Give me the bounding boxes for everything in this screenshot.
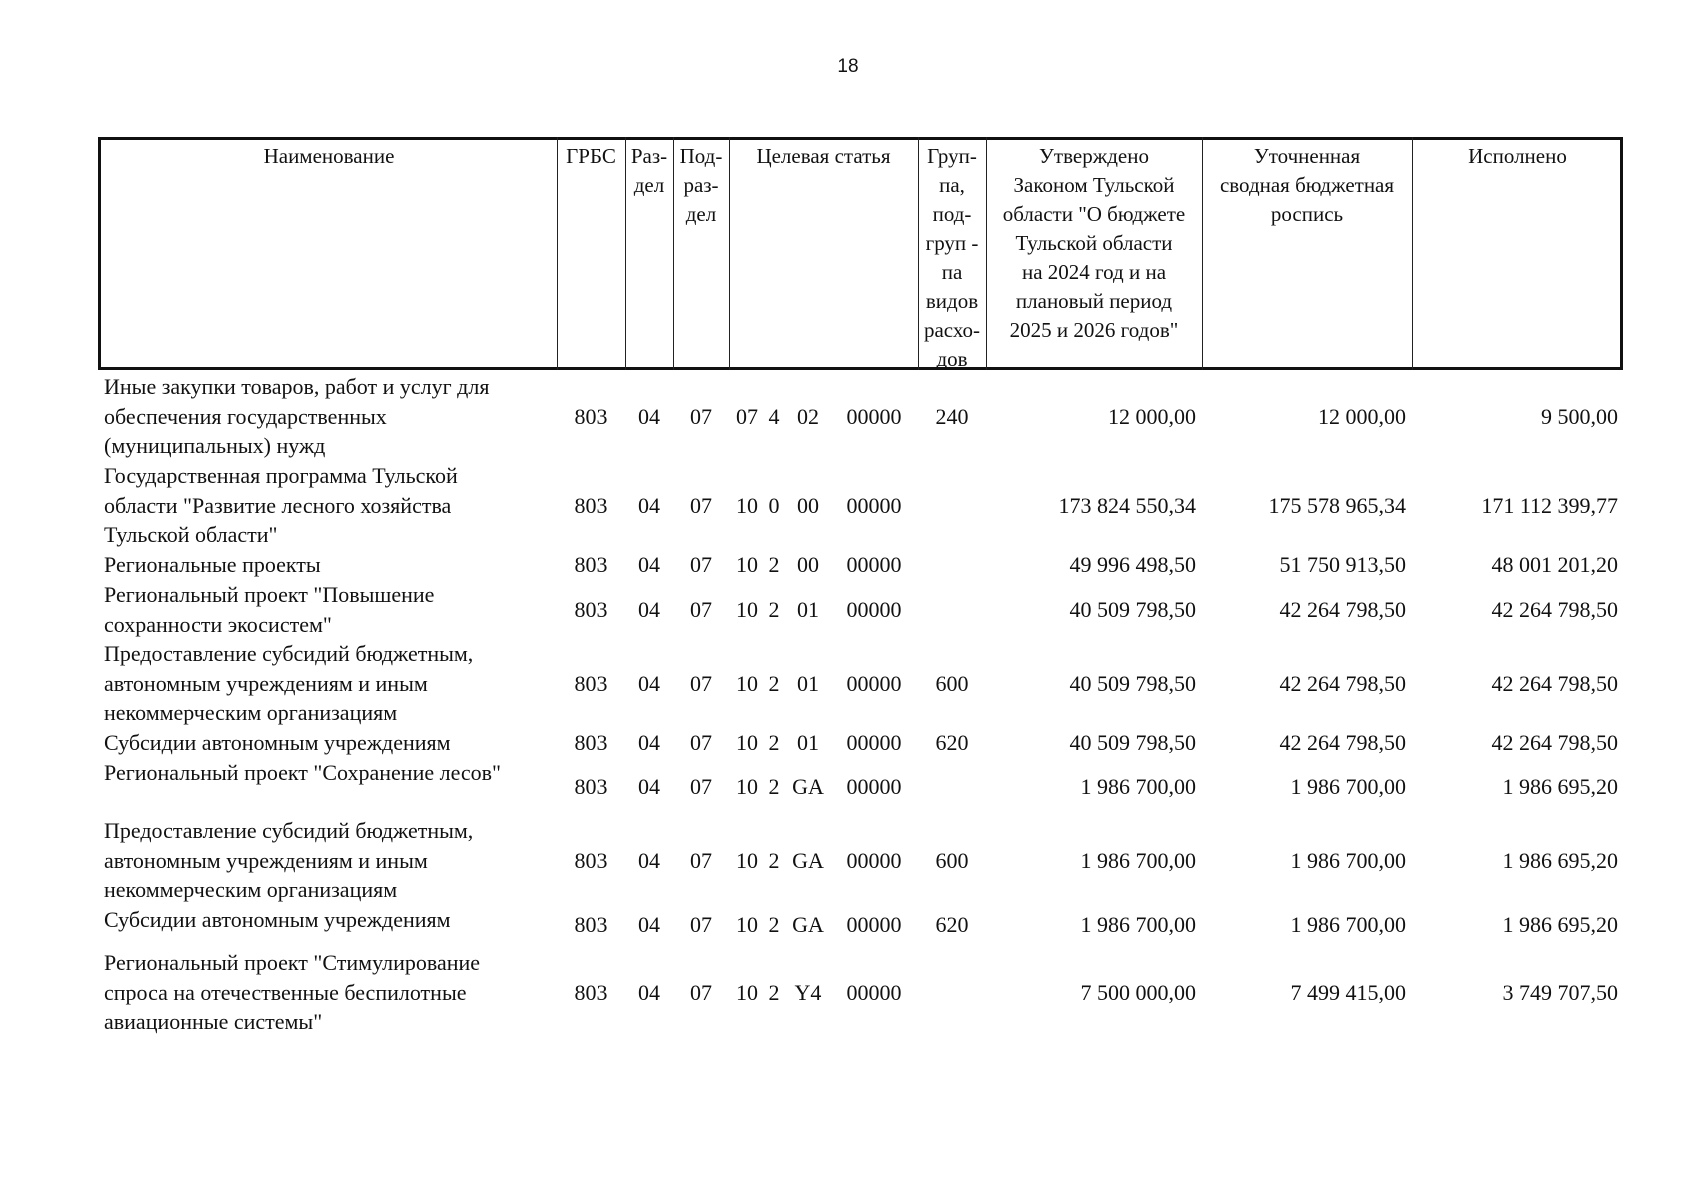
cell-expense-group: 620 [935, 912, 969, 937]
cell-target-main: GA [792, 774, 824, 799]
header-podrazdel: Под- раз- дел [679, 144, 723, 226]
header-target-article: Целевая статья [756, 144, 891, 168]
cell-executed: 42 264 798,50 [1491, 670, 1618, 696]
cell-target-program: 10 [736, 912, 758, 937]
cell-executed: 9 500,00 [1541, 403, 1618, 429]
cell-target-program: 10 [736, 670, 758, 696]
cell-refined: 42 264 798,50 [1279, 670, 1406, 696]
row-name: Субсидии автономным учреждениям [104, 730, 451, 755]
cell-razdel: 04 [638, 552, 660, 577]
cell-target-program: 10 [736, 774, 758, 799]
header-expense-group: Груп- па, под- груп - па видов расхо- дов [923, 144, 981, 371]
cell-approved: 40 509 798,50 [1069, 670, 1196, 696]
column-divider [557, 137, 558, 370]
cell-target-type: 2 [768, 847, 780, 873]
cell-target-main: Y4 [794, 979, 822, 1005]
cell-target-main: 00 [797, 552, 819, 577]
cell-target-direction: 00000 [846, 670, 902, 696]
cell-target-direction: 00000 [846, 912, 902, 937]
cell-approved: 1 986 700,00 [1080, 774, 1196, 799]
cell-podrazdel: 07 [690, 492, 712, 518]
cell-razdel: 04 [638, 403, 660, 429]
cell-razdel: 04 [638, 492, 660, 518]
cell-target-program: 07 [736, 403, 758, 429]
cell-target-main: GA [792, 847, 824, 873]
cell-target-main: 02 [797, 403, 819, 429]
cell-expense-group: 240 [935, 403, 969, 429]
cell-target-main: 00 [797, 492, 819, 518]
cell-approved: 40 509 798,50 [1069, 730, 1196, 755]
header-refined: Уточненная сводная бюджетная роспись [1219, 144, 1395, 226]
cell-approved: 49 996 498,50 [1069, 552, 1196, 577]
cell-target-program: 10 [736, 552, 758, 577]
cell-target-type: 2 [768, 670, 780, 696]
cell-podrazdel: 07 [690, 670, 712, 696]
cell-podrazdel: 07 [690, 847, 712, 873]
cell-target-direction: 00000 [846, 596, 902, 622]
cell-refined: 1 986 700,00 [1290, 847, 1406, 873]
cell-executed: 171 112 399,77 [1481, 492, 1618, 518]
row-name: Региональный проект "Повышение сохранности экосистем" [104, 582, 435, 637]
cell-target-program: 10 [736, 979, 758, 1005]
cell-target-type: 2 [768, 552, 780, 577]
cell-approved: 7 500 000,00 [1080, 979, 1196, 1005]
column-divider [1412, 137, 1413, 370]
cell-approved: 1 986 700,00 [1080, 847, 1196, 873]
cell-razdel: 04 [638, 774, 660, 799]
cell-grbs: 803 [574, 774, 608, 799]
page-number: 18 [837, 56, 859, 77]
row-name: Государственная программа Тульской области "Развитие лесного хозяйства Тульской области" [104, 463, 458, 547]
cell-target-type: 2 [768, 774, 780, 799]
cell-grbs: 803 [574, 670, 608, 696]
cell-target-type: 2 [768, 596, 780, 622]
cell-podrazdel: 07 [690, 730, 712, 755]
cell-refined: 175 578 965,34 [1268, 492, 1406, 518]
cell-target-main: 01 [797, 596, 819, 622]
cell-grbs: 803 [574, 979, 608, 1005]
cell-approved: 1 986 700,00 [1080, 912, 1196, 937]
cell-grbs: 803 [574, 552, 608, 577]
cell-podrazdel: 07 [690, 774, 712, 799]
cell-target-type: 2 [768, 730, 780, 755]
cell-target-program: 10 [736, 492, 758, 518]
cell-grbs: 803 [574, 492, 608, 518]
cell-target-type: 2 [768, 979, 780, 1005]
cell-podrazdel: 07 [690, 979, 712, 1005]
row-name: Предоставление субсидий бюджетным, автономным учреждениям и иным некоммерческим организациям [104, 818, 474, 902]
cell-refined: 12 000,00 [1318, 403, 1406, 429]
row-name: Региональный проект "Стимулирование спроса на отечественные беспилотные авиационные системы" [104, 950, 481, 1034]
cell-target-direction: 00000 [846, 730, 902, 755]
cell-executed: 42 264 798,50 [1491, 730, 1618, 755]
cell-target-type: 0 [768, 492, 780, 518]
cell-target-direction: 00000 [846, 492, 902, 518]
cell-target-type: 2 [768, 912, 780, 937]
cell-target-program: 10 [736, 847, 758, 873]
cell-razdel: 04 [638, 730, 660, 755]
cell-expense-group: 620 [935, 730, 969, 755]
row-name: Субсидии автономным учреждениям [104, 907, 451, 932]
cell-target-type: 4 [768, 403, 780, 429]
column-divider [729, 137, 730, 370]
cell-target-main: 01 [797, 730, 819, 755]
cell-refined: 42 264 798,50 [1279, 730, 1406, 755]
header-executed: Исполнено [1468, 144, 1567, 168]
cell-executed: 42 264 798,50 [1491, 596, 1618, 622]
header-approved: Утверждено Законом Тульской области "О бюджете Тульской области на 2024 год и на плановый период 2025 и 2026 годов" [1002, 144, 1186, 342]
cell-refined: 1 986 700,00 [1290, 912, 1406, 937]
cell-refined: 1 986 700,00 [1290, 774, 1406, 799]
row-name: Региональные проекты [104, 552, 321, 577]
row-name: Региональный проект "Сохранение лесов" [104, 760, 502, 785]
cell-expense-group: 600 [935, 847, 969, 873]
cell-podrazdel: 07 [690, 403, 712, 429]
header-razdel: Раз- дел [630, 144, 668, 197]
cell-razdel: 04 [638, 912, 660, 937]
cell-target-main: GA [792, 912, 824, 937]
cell-target-program: 10 [736, 596, 758, 622]
cell-razdel: 04 [638, 979, 660, 1005]
cell-target-direction: 00000 [846, 552, 902, 577]
cell-grbs: 803 [574, 730, 608, 755]
cell-executed: 1 986 695,20 [1502, 912, 1618, 937]
cell-razdel: 04 [638, 596, 660, 622]
cell-podrazdel: 07 [690, 596, 712, 622]
cell-refined: 7 499 415,00 [1290, 979, 1406, 1005]
cell-grbs: 803 [574, 847, 608, 873]
cell-refined: 51 750 913,50 [1279, 552, 1406, 577]
header-grbs: ГРБС [566, 144, 616, 168]
cell-target-program: 10 [736, 730, 758, 755]
row-name: Иные закупки товаров, работ и услуг для обеспечения государственных (муниципальных) нужд [104, 374, 490, 458]
cell-razdel: 04 [638, 847, 660, 873]
cell-target-direction: 00000 [846, 403, 902, 429]
row-name: Предоставление субсидий бюджетным, автономным учреждениям и иным некоммерческим организациям [104, 641, 474, 725]
cell-approved: 173 824 550,34 [1058, 492, 1196, 518]
cell-razdel: 04 [638, 670, 660, 696]
cell-podrazdel: 07 [690, 552, 712, 577]
cell-target-direction: 00000 [846, 847, 902, 873]
cell-grbs: 803 [574, 912, 608, 937]
cell-target-direction: 00000 [846, 979, 902, 1005]
cell-expense-group: 600 [935, 670, 969, 696]
cell-target-main: 01 [797, 670, 819, 696]
cell-executed: 48 001 201,20 [1491, 552, 1618, 577]
cell-executed: 1 986 695,20 [1502, 847, 1618, 873]
header-name: Наименование [263, 144, 395, 168]
cell-grbs: 803 [574, 596, 608, 622]
cell-podrazdel: 07 [690, 912, 712, 937]
cell-approved: 12 000,00 [1108, 403, 1196, 429]
cell-executed: 1 986 695,20 [1502, 774, 1618, 799]
cell-executed: 3 749 707,50 [1502, 979, 1618, 1005]
cell-approved: 40 509 798,50 [1069, 596, 1196, 622]
cell-target-direction: 00000 [846, 774, 902, 799]
cell-refined: 42 264 798,50 [1279, 596, 1406, 622]
cell-grbs: 803 [574, 403, 608, 429]
